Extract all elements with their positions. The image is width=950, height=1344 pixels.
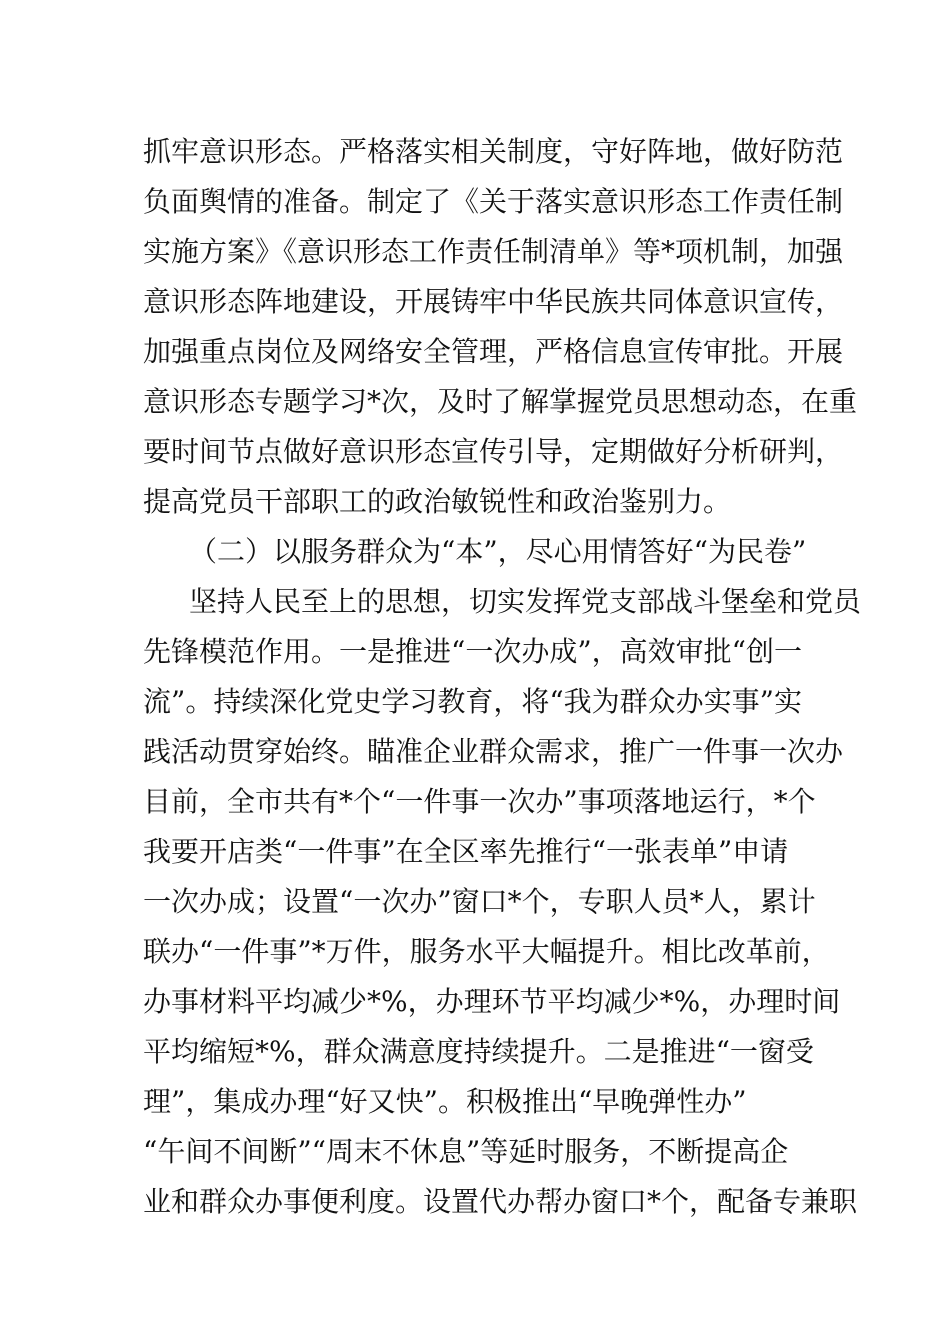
text-line: 意识形态阵地建设，开展铸牢中华民族共同体意识宣传， [143,285,844,318]
text-line: 联办“一件事”*万件，服务水平大幅提升。相比改革前， [143,935,830,968]
text-line: 加强重点岗位及网络安全管理，严格信息宣传审批。开展 [143,335,844,368]
text-line: “午间不间断”“周末不休息”等延时服务，不断提高企 [143,1135,789,1168]
text-line: 流”。持续深化党史学习教育，将“我为群众办实事”实 [143,685,802,718]
text-line: 实施方案》《意识形态工作责任制清单》等*项机制，加强 [143,235,844,268]
text-line: 提高党员干部职工的政治敏锐性和政治鉴别力。 [143,485,732,518]
text-line: 先锋模范作用。一是推进“一次办成”，高效审批“创一 [143,635,802,668]
text-line: 办事材料平均减少*%，办理环节平均减少*%，办理时间 [143,985,841,1018]
section-heading: （二）以服务群众为“本”，尽心用情答好“为民卷” [189,535,807,568]
paragraph-first-line: 坚持人民至上的思想，切实发挥党支部战斗堡垒和党员 [189,585,862,618]
text-line: 平均缩短*%，群众满意度持续提升。二是推进“一窗受 [143,1035,814,1068]
text-line: 一次办成；设置“一次办”窗口*个，专职人员*人，累计 [143,885,816,918]
text-line: 我要开店类“一件事”在全区率先推行“一张表单”申请 [143,835,789,868]
text-line: 业和群众办事便利度。设置代办帮办窗口*个，配备专兼职 [143,1185,858,1218]
text-line: 抓牢意识形态。严格落实相关制度，守好阵地，做好防范 [143,135,844,168]
text-line: 践活动贯穿始终。瞄准企业群众需求，推广一件事一次办 [143,735,844,768]
text-line: 目前，全市共有*个“一件事一次办”事项落地运行，*个 [143,785,816,818]
text-line: 理”，集成办理“好又快”。积极推出“早晚弹性办” [143,1085,747,1118]
text-line: 要时间节点做好意识形态宣传引导，定期做好分析研判， [143,435,844,468]
text-line: 负面舆情的准备。制定了《关于落实意识形态工作责任制 [143,185,844,218]
text-line: 意识形态专题学习*次，及时了解掌握党员思想动态，在重 [143,385,858,418]
